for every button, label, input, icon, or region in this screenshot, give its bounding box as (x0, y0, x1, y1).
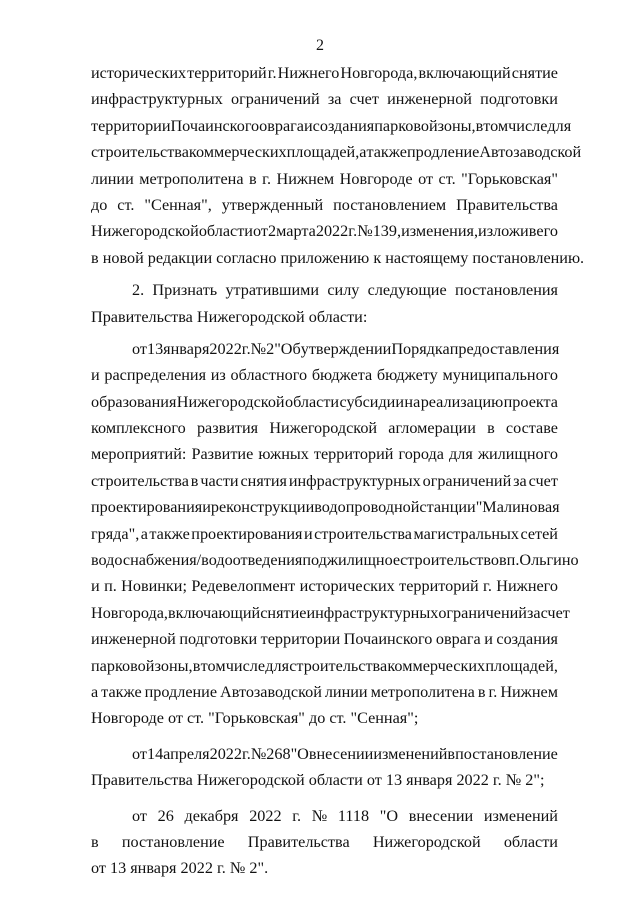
text-line: от 14 апреля 2022 г. № 268 "О внесении изменений в постановление (132, 744, 558, 763)
text-line: Правительства Нижегородской области: (91, 307, 368, 326)
text-line: до ст. "Сенная", утвержденный постановлением Правительства (91, 195, 558, 214)
text-line: парковой зоны, в том числе для строительства коммерческих площадей, (91, 656, 558, 675)
text-line: в новой редакции согласно приложению к настоящему постановлению. (91, 248, 585, 267)
page-number: 2 (316, 37, 324, 54)
text-line: и п. Новинки; Редевелопмент исторических территорий г. Нижнего (91, 577, 558, 596)
text-line: исторических территорий г. Нижнего Новгорода, включающий снятие (91, 64, 558, 82)
text-line: Правительства Нижегородской области от 13 января 2022 г. № 2"; (91, 771, 545, 790)
document-body (91, 60, 585, 882)
text-line: от 13 января 2022 г. № 2 "Об утверждении Порядка предоставления (132, 339, 560, 358)
text-line: мероприятий: Развитие южных территорий города для жилищного (91, 445, 558, 464)
paragraph-resolution-26-dec (91, 803, 558, 882)
text-line: в постановление Правительства Нижегородской области (91, 832, 558, 851)
text-line: и распределения из областного бюджета бюджету муниципального (91, 366, 558, 385)
text-line: комплексного развития Нижегородской агломерации в составе (91, 419, 558, 438)
text-line: инженерной подготовки территории Почаинского оврага и создания (91, 630, 558, 649)
paragraph-resolution-14-apr (91, 741, 558, 794)
text-line: гряда", а также проектирования и строительства магистральных сетей (91, 524, 558, 543)
text-line: линии метрополитена в г. Нижнем Новгороде от ст. "Горьковская" (91, 169, 558, 188)
text-line: 2. Признать утратившими силу следующие постановления (132, 281, 558, 300)
text-line: от 26 декабря 2022 г. № 1118 "О внесении изменений (132, 806, 558, 825)
text-line: Новгорода, включающий снятие инфраструктурных ограничений за счет (91, 603, 570, 622)
text-line: а также продление Автозаводской линии метрополитена в г. Нижнем (91, 682, 558, 701)
text-line: Нижегородской области от 2 марта 2022 г. № 139, изменения, изложив его (91, 222, 558, 241)
text-line: строительства коммерческих площадей, а также продление Автозаводской (91, 143, 582, 162)
text-line: инфраструктурных ограничений за счет инженерной подготовки (91, 90, 558, 109)
text-line: от 13 января 2022 г. № 2". (91, 859, 269, 878)
text-line: водоснабжения/водоотведения под жилищное строительство в п. Ольгино (91, 551, 579, 570)
text-line: строительства в части снятия инфраструктурных ограничений за счет (91, 471, 558, 490)
text-line: образования Нижегородской области субсидии на реализацию проекта (91, 392, 558, 411)
paragraph-item-2 (91, 277, 558, 330)
text-line: территории Почаинского оврага и создания парковой зоны, в том числе для (91, 116, 572, 135)
paragraph-resolution-13-jan (91, 336, 579, 732)
text-line: Новгороде от ст. "Горьковская" до ст. "Сенная"; (91, 709, 419, 728)
text-line: проектирования и реконструкции водопроводной станции "Малиновая (91, 498, 560, 517)
paragraph-amendment-continuation (91, 60, 585, 271)
